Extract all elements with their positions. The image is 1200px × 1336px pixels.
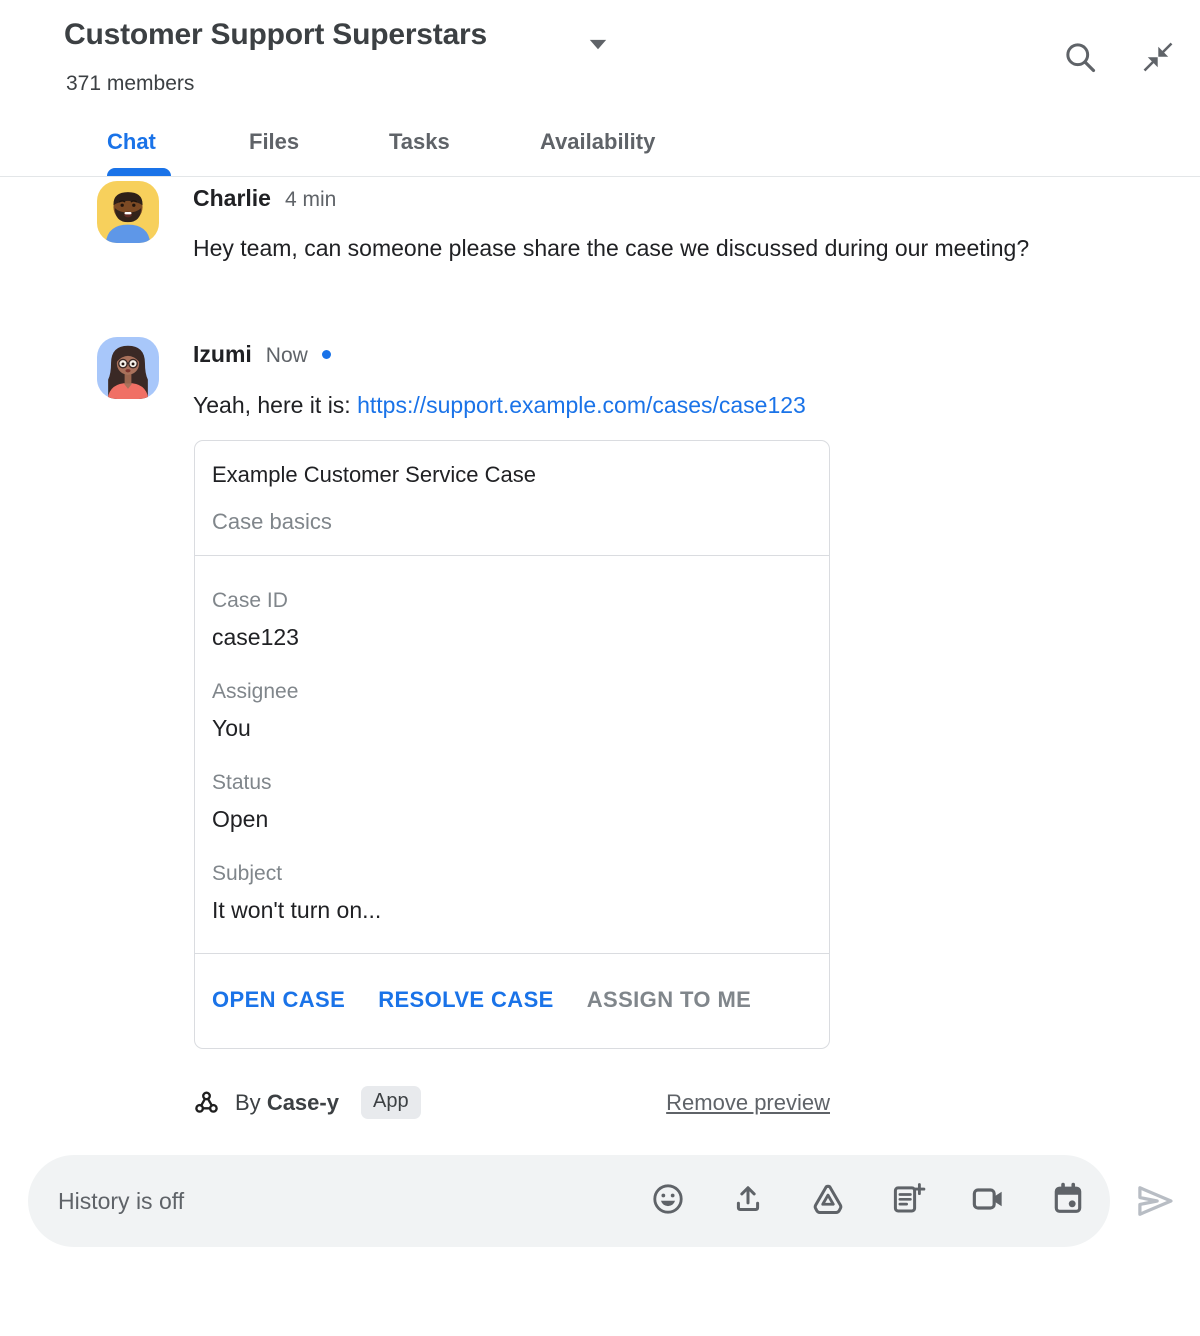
send-icon[interactable] [1133,1178,1179,1224]
room-title: Customer Support Superstars [64,18,488,51]
drive-icon[interactable] [810,1181,846,1217]
card-subtitle: Case basics [212,509,332,534]
card-actions [195,954,829,1048]
message-timestamp: 4 min [284,188,337,211]
remove-preview-link[interactable]: Remove preview [666,1090,830,1115]
composer-toolbar [650,1181,1086,1217]
author-name: Izumi [193,341,252,367]
field-label: Status [212,771,272,794]
tabs-divider [0,176,1200,177]
video-call-icon[interactable] [970,1181,1006,1217]
link-preview-card [194,440,830,1049]
field-label: Subject [212,862,283,885]
resolve-case-button[interactable]: RESOLVE CASE [378,987,554,1012]
unread-dot [322,350,331,359]
field-label: Case ID [212,589,288,612]
field-assignee [212,678,812,743]
tab-chat[interactable]: Chat [107,129,156,154]
tab-availability[interactable]: Availability [540,129,656,154]
message-timestamp: Now [265,344,308,367]
webhook-icon [193,1089,220,1116]
chevron-down-icon[interactable] [584,30,612,58]
message-text: Hey team, can someone please share the case we discussed during our meeting? [193,235,1030,261]
case-link[interactable]: https://support.example.com/cases/case123 [357,392,806,418]
message-header [193,341,331,368]
field-value: It won't turn on... [212,897,382,923]
avatar-izumi [97,337,159,399]
calendar-icon[interactable] [1050,1181,1086,1217]
field-case-id [212,587,812,652]
field-value: Open [212,806,269,832]
open-case-button[interactable]: OPEN CASE [212,987,346,1012]
author-name: Charlie [193,185,271,211]
app-attribution [193,1087,830,1119]
card-fields [195,556,829,954]
upload-icon[interactable] [730,1181,766,1217]
field-status [212,769,812,834]
tab-files[interactable]: Files [249,129,300,154]
app-name: Case-y [266,1090,339,1115]
card-header [195,441,829,556]
search-icon[interactable] [1062,39,1098,75]
assign-to-me-button[interactable]: ASSIGN TO ME [586,987,752,1012]
app-badge: App [361,1086,421,1119]
message-text [193,385,1093,425]
by-label: By [235,1090,261,1115]
message-input[interactable] [58,1155,638,1247]
field-label: Assignee [212,680,299,703]
add-note-icon[interactable] [890,1181,926,1217]
collapse-window-icon[interactable] [1140,39,1176,75]
app-byline [235,1090,339,1116]
field-subject [212,860,812,925]
field-value: case123 [212,624,299,650]
avatar-charlie [97,181,159,243]
card-title: Example Customer Service Case [212,462,537,487]
member-count: 371 members [66,72,195,95]
field-value: You [212,715,251,741]
tab-tasks[interactable]: Tasks [389,129,450,154]
emoji-icon[interactable] [650,1181,686,1217]
message-header [193,185,336,212]
message-composer [28,1155,1110,1247]
message-text-prefix: Yeah, here it is: [193,392,358,418]
